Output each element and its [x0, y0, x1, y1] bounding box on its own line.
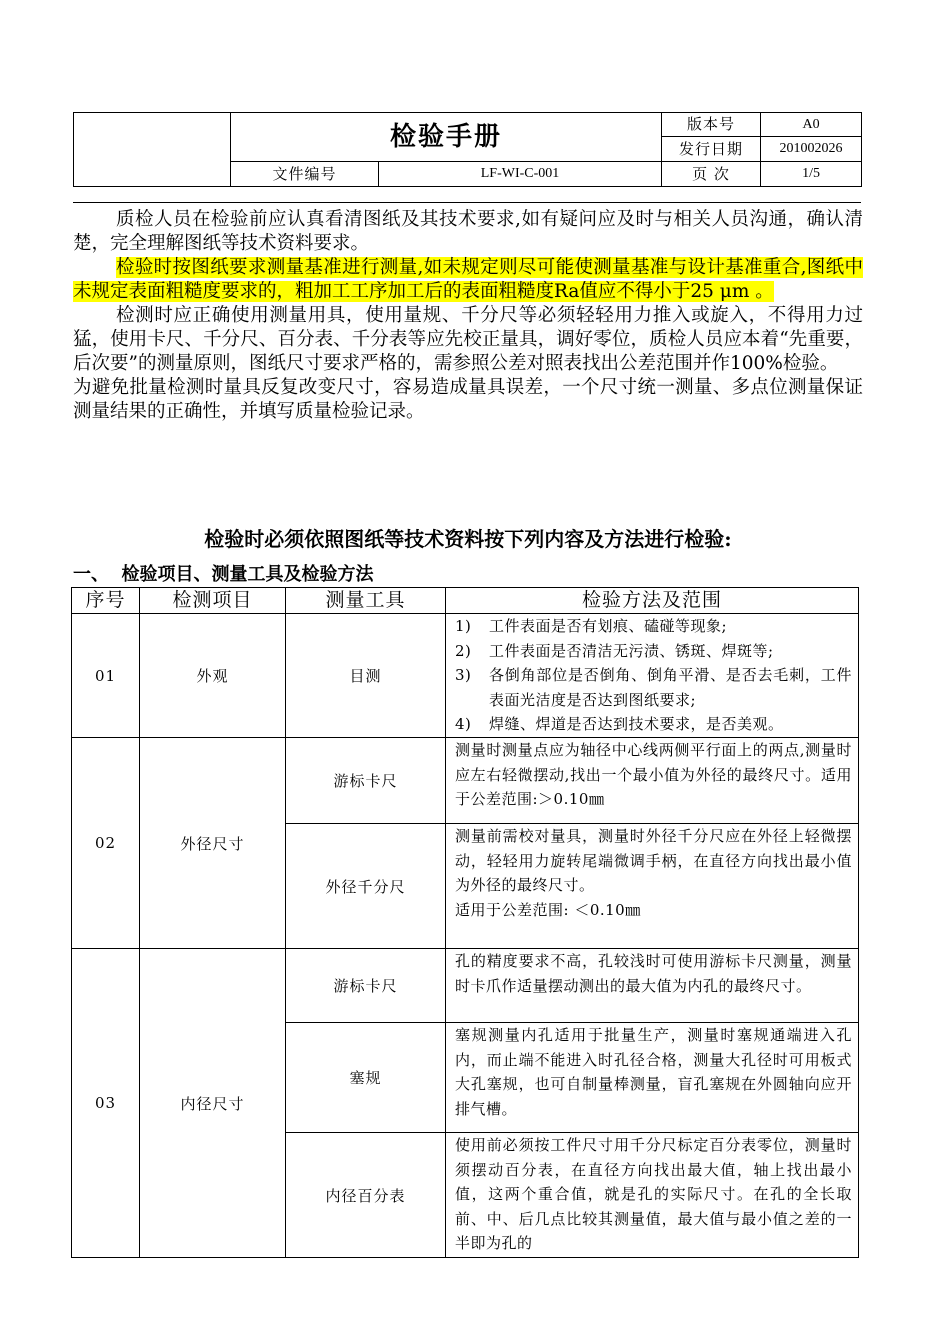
inspection-table	[71, 587, 859, 1258]
list-item: 2) 工件表面是否清洁无污渍、锈斑、焊斑等;	[455, 641, 774, 660]
row-method: 测量时测量点应为轴径中心线两侧平行面上的两点,测量时应左右轻微摆动,找出一个最小值为外径的最终尺寸。适用于公差范围:＞0.10㎜	[446, 738, 859, 824]
list-item: 4) 焊缝、焊道是否达到技术要求，是否美观。	[455, 715, 784, 733]
method-list	[455, 614, 852, 737]
paragraph-3: 检测时应正确使用测量用具，使用量规、千分尺等必须轻轻用力推入或旋入，不得用力过猛，使用卡尺、千分尺、百分表、千分表等应先校正量具，调好零位，质检人员应本着“先重要，后次要”的测量原则，图纸尺寸要求严格的，需参照公差对照表找出公差范围并作100%检验。	[73, 305, 863, 374]
document-header	[73, 112, 862, 187]
row-method: 孔的精度要求不高，孔较浅时可使用游标卡尺测量，测量时卡爪作适量摆动测出的最大值为内孔的最终尺寸。	[446, 949, 859, 1023]
instructions-body	[73, 208, 863, 424]
row-method: 使用前必须按工件尺寸用千分尺标定百分表零位，测量时须摆动百分表，在直径方向找出最大值，轴上找出最小值，这两个重合值，就是孔的实际尺寸。在孔的全长取前、中、后几点比较其测量值，最大值与最小值之差的一半即为孔的	[446, 1133, 859, 1258]
row-tool: 目测	[286, 614, 446, 738]
row-method	[446, 614, 859, 738]
row-tool: 外径千分尺	[286, 824, 446, 949]
page-label: 页 次	[662, 162, 761, 187]
issue-date-label: 发行日期	[662, 137, 761, 162]
issue-date-value: 201002026	[761, 137, 862, 162]
document-title: 检验手册	[231, 113, 662, 162]
subsection-title: 一、 检验项目、测量工具及检验方法	[73, 564, 374, 585]
version-label: 版本号	[662, 113, 761, 137]
header-logo-cell	[74, 113, 231, 187]
row-tool: 内径百分表	[286, 1133, 446, 1258]
header-divider	[73, 202, 861, 203]
row-method: 塞规测量内孔适用于批量生产，测量时塞规通端进入孔内，而止端不能进入时孔径合格，测量大孔径时可用板式大孔塞规，也可自制量棒测量，盲孔塞规在外圆轴向应开排气槽。	[446, 1023, 859, 1133]
list-item: 1) 工件表面是否有划痕、磕碰等现象;	[455, 617, 728, 635]
table-row	[72, 614, 859, 738]
paragraph-1: 质检人员在检验前应认真看清图纸及其技术要求,如有疑问应及时与相关人员沟通，确认清楚，完全理解图纸等技术资料要求。	[73, 209, 863, 254]
col-header-method: 检验方法及范围	[446, 588, 859, 614]
table-row	[72, 738, 859, 824]
row-tool: 塞规	[286, 1023, 446, 1133]
col-header-tool: 测量工具	[286, 588, 446, 614]
row-tool: 游标卡尺	[286, 949, 446, 1023]
row-item: 外径尺寸	[140, 738, 286, 949]
col-header-no: 序号	[72, 588, 140, 614]
page-number: 1/5	[761, 162, 862, 187]
paragraph-2-highlighted: 检验时按图纸要求测量基准进行测量,如未规定则尽可能使测量基准与设计基准重合,图纸中未规定表面粗糙度要求的，粗加工工序加工后的表面粗糙度Ra值应不得小于25 μm 。	[73, 257, 863, 302]
row-tool: 游标卡尺	[286, 738, 446, 824]
col-header-item: 检测项目	[140, 588, 286, 614]
row-no: 01	[72, 614, 140, 738]
row-item: 外观	[140, 614, 286, 738]
version-value: A0	[761, 113, 862, 137]
table-header-row	[72, 588, 859, 614]
list-item: 3) 各倒角部位是否倒角、倒角平滑、是否去毛刺，工件表面光洁度是否达到图纸要求;	[455, 666, 852, 709]
document-number-label: 文件编号	[231, 162, 379, 187]
table-row	[72, 949, 859, 1023]
row-no: 03	[72, 949, 140, 1258]
row-no: 02	[72, 738, 140, 949]
paragraph-4: 为避免批量检测时量具反复改变尺寸，容易造成量具误差，一个尺寸统一测量、多点位测量保证测量结果的正确性，并填写质量检验记录。	[73, 377, 863, 422]
document-number-value: LF-WI-C-001	[379, 162, 662, 187]
row-item: 内径尺寸	[140, 949, 286, 1258]
section-title: 检验时必须依照图纸等技术资料按下列内容及方法进行检验:	[204, 527, 732, 551]
row-method: 测量前需校对量具，测量时外径千分尺应在外径上轻微摆动，轻轻用力旋转尾端微调手柄，在直径方向找出最小值为外径的最终尺寸。 适用于公差范围: ＜0.10㎜	[446, 824, 859, 949]
